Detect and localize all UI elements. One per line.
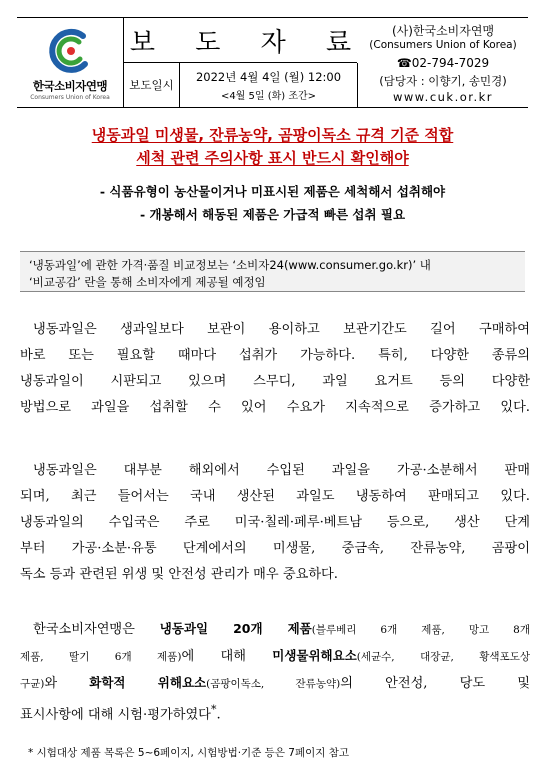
info-line-2: ‘비교공감’ 란을 통해 소비자에게 제공될 예정임 <box>29 275 266 289</box>
paragraph-line: 바로 또는 필요할 때마다 섭취가 가능하다. 특히, 다양한 종류의 <box>20 348 530 363</box>
paragraph-line: 한국소비자연맹은 냉동과일 20개 제품(블루베리 6개 제품, 망고 8개 <box>33 621 531 637</box>
contact-person: (담당자 : 이향기, 송민경) <box>379 74 507 88</box>
paragraph-line: 냉동과일이 시판되고 있으며 스무디, 과일 요거트 등의 다양한 <box>20 374 530 389</box>
logo-cell <box>17 18 124 107</box>
headline-line-1: 냉동과일 미생물, 잔류농약, 곰팡이독소 규격 기준 적합 <box>91 126 454 144</box>
cuk-logo-icon <box>47 28 93 74</box>
paragraph-3 <box>20 616 530 728</box>
subheadline-1: - 식품유형이 농산물이거나 미표시된 제품은 세척해서 섭취해야 <box>99 184 446 199</box>
paragraph-line: 부터 가공·소분·유통 단계에서의 미생물, 중금속, 잔류농약, 곰팡이 <box>20 541 530 556</box>
info-notice-box <box>20 251 525 292</box>
paragraph-line: 방법으로 과일을 섭취할 수 있어 수요가 지속적으로 증가하고 있다. <box>20 400 530 415</box>
paragraph-line: 냉동과일의 수입국은 주로 미국·칠레·페루·베트남 등으로, 생산 단계 <box>20 515 530 530</box>
paragraph-line: 구균)와 화학적 위해요소(곰팡이독소, 잔류농약)의 안전성, 당도 및 <box>20 675 530 691</box>
subheadline-2: - 개봉해서 해동된 제품은 가급적 빠른 섭취 필요 <box>139 207 406 222</box>
paragraph-2 <box>20 458 530 588</box>
press-header <box>17 17 528 108</box>
phone-number: ☎02-794-7029 <box>396 56 490 70</box>
paragraph-line: 독소 등과 관련된 위생 및 안전성 관리가 매우 중요하다. <box>20 567 338 582</box>
release-date <box>180 63 358 107</box>
org-name-en: (Consumers Union of Korea) <box>369 39 517 51</box>
headline-line-2: 세척 관련 주의사항 표시 반드시 확인해야 <box>136 149 409 167</box>
logo-name: 한국소비자연맹 <box>32 79 108 93</box>
release-datetime: 2022년 4월 4일 (월) 12:00 <box>195 70 342 84</box>
page-title: 보 도 자 료 <box>129 27 368 58</box>
org-info <box>358 18 528 107</box>
footnote: * 시험대상 제품 목록은 5~6페이지, 시험방법·기준 등은 7페이지 참고 <box>28 747 350 759</box>
paragraph-line: 냉동과일은 대부분 해외에서 수입된 과일을 가공·소분해서 판매 <box>33 463 530 478</box>
paragraph-line: 표시사항에 대해 시험·평가하였다*. <box>20 703 221 723</box>
website-link[interactable]: www.cuk.or.kr <box>393 90 493 104</box>
paragraph-line: 냉동과일은 생과일보다 보관이 용이하고 보관기간도 길어 구매하여 <box>33 322 530 337</box>
logo-subtitle: Consumers Union of Korea <box>30 94 110 101</box>
paragraph-line: 제품, 딸기 6개 제품)에 대해 미생물위해요소(세균수, 대장균, 황색포도상 <box>20 648 530 664</box>
release-edition: <4월 5일 (화) 조간> <box>220 91 317 102</box>
paragraph-1 <box>20 317 530 421</box>
release-date-label: 보도일시 <box>124 63 180 107</box>
title-cell <box>124 18 368 63</box>
info-line-1: ‘냉동과일’에 관한 가격·품질 비교정보는 ‘소비자24(www.consumer.go.kr)’ 내 <box>29 258 431 272</box>
paragraph-line: 되며, 최근 들어서는 국내 생산된 과일도 냉동하여 판매되고 있다. <box>20 489 530 504</box>
org-name: (사)한국소비자연맹 <box>391 24 495 38</box>
